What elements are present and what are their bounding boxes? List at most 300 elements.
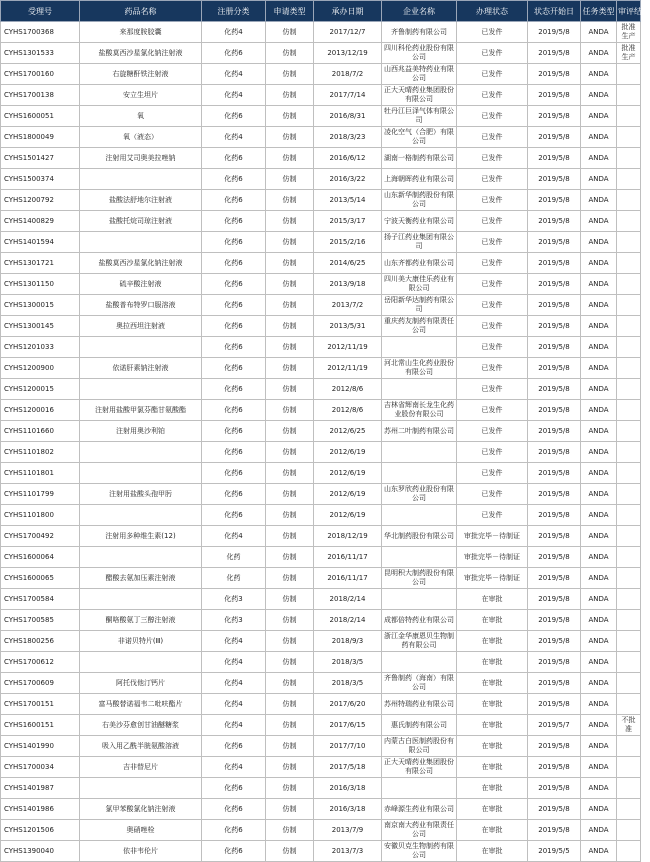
table-cell: 仿制 (266, 715, 314, 736)
table-cell: 化药6 (202, 253, 266, 274)
table-cell (617, 64, 641, 85)
table-cell: ANDA (581, 736, 617, 757)
table-row (1, 778, 641, 799)
table-cell: CYHS1101800 (1, 505, 80, 526)
table-cell: 在审批 (457, 589, 528, 610)
table-cell: ANDA (581, 400, 617, 421)
table-cell: 2019/5/8 (528, 778, 581, 799)
table-cell (617, 421, 641, 442)
table-cell (617, 652, 641, 673)
table-cell: 仿制 (266, 841, 314, 862)
table-cell: 2019/5/8 (528, 43, 581, 64)
table-cell: 2013/9/18 (314, 274, 382, 295)
table-cell: 2016/3/18 (314, 778, 382, 799)
table-cell: 2018/3/5 (314, 673, 382, 694)
table-cell: CYHS1101802 (1, 442, 80, 463)
table-cell: 2019/5/8 (528, 610, 581, 631)
table-cell: 仿制 (266, 379, 314, 400)
table-cell: CYHS1401594 (1, 232, 80, 253)
table-cell: 氧（液态） (80, 127, 202, 148)
table-cell: ANDA (581, 463, 617, 484)
table-cell: 化药 (202, 568, 266, 589)
table-cell: CYHS1101801 (1, 463, 80, 484)
table-row (1, 337, 641, 358)
table-cell: CYHS1200016 (1, 400, 80, 421)
table-cell: 注射用盐酸甲氯芬酯甘氨酸酯 (80, 400, 202, 421)
table-cell: ANDA (581, 316, 617, 337)
table-cell (617, 169, 641, 190)
table-cell: 非诺贝特片(Ⅲ) (80, 631, 202, 652)
table-cell: 2019/5/8 (528, 22, 581, 43)
table-cell: 2013/12/19 (314, 43, 382, 64)
table-cell: 扬子江药业集团有限公司 (382, 232, 457, 253)
table-cell: 正大天晴药业集团股份有限公司 (382, 85, 457, 106)
table-cell: 2016/3/22 (314, 169, 382, 190)
table-cell: CYHS1700612 (1, 652, 80, 673)
table-cell: 化药6 (202, 505, 266, 526)
table-cell: 2019/5/8 (528, 64, 581, 85)
table-cell: 富马酸替诺福韦二吡呋酯片 (80, 694, 202, 715)
table-cell: 重庆药友制药有限责任公司 (382, 316, 457, 337)
table-cell: 化药6 (202, 736, 266, 757)
table-cell: 在审批 (457, 799, 528, 820)
table-cell: 2013/7/9 (314, 820, 382, 841)
table-cell (617, 295, 641, 316)
table-cell: 化药6 (202, 841, 266, 862)
table-cell: ANDA (581, 652, 617, 673)
table-cell: 2012/6/19 (314, 484, 382, 505)
table-cell: CYHS1700160 (1, 64, 80, 85)
table-cell: 在审批 (457, 736, 528, 757)
table-cell: 化药3 (202, 610, 266, 631)
table-row (1, 295, 641, 316)
table-cell: 已发件 (457, 43, 528, 64)
table-cell (617, 694, 641, 715)
table-cell: 仿制 (266, 232, 314, 253)
table-cell: 已发件 (457, 337, 528, 358)
table-cell: 化药6 (202, 43, 266, 64)
table-cell: 已发件 (457, 106, 528, 127)
table-cell: 化药4 (202, 526, 266, 547)
table-cell: CYHS1200792 (1, 190, 80, 211)
table-cell: 2019/5/8 (528, 568, 581, 589)
table-cell: 化药6 (202, 820, 266, 841)
table-cell: 2017/7/10 (314, 736, 382, 757)
table-cell: 仿制 (266, 22, 314, 43)
table-cell: 2012/8/6 (314, 379, 382, 400)
table-cell: 内蒙古白医制药股份有限公司 (382, 736, 457, 757)
table-cell: 2015/3/17 (314, 211, 382, 232)
table-cell: 2019/5/8 (528, 463, 581, 484)
table-cell (80, 232, 202, 253)
table-cell: 盐酸莫西沙星氯化钠注射液 (80, 253, 202, 274)
table-cell: ANDA (581, 43, 617, 64)
table-cell: CYHS1700492 (1, 526, 80, 547)
table-cell: 已发件 (457, 64, 528, 85)
table-cell: 2019/5/8 (528, 295, 581, 316)
table-cell (80, 379, 202, 400)
table-cell: CYHS1200015 (1, 379, 80, 400)
table-cell: 2012/6/19 (314, 442, 382, 463)
table-cell: 化药4 (202, 694, 266, 715)
table-cell: 成都倍特药业有限公司 (382, 610, 457, 631)
table-cell: 牡丹江巨泽气体有限公司 (382, 106, 457, 127)
table-cell (617, 211, 641, 232)
table-cell: 化药6 (202, 190, 266, 211)
table-cell: 2017/5/18 (314, 757, 382, 778)
table-cell: 2018/7/2 (314, 64, 382, 85)
table-cell: 化药 (202, 547, 266, 568)
table-cell: 2019/5/8 (528, 820, 581, 841)
table-cell: CYHS1101660 (1, 421, 80, 442)
table-cell (617, 232, 641, 253)
table-cell: 2013/5/31 (314, 316, 382, 337)
table-cell: ANDA (581, 274, 617, 295)
table-row (1, 694, 641, 715)
table-cell: CYHS1600151 (1, 715, 80, 736)
table-cell: 南京南大药业有限责任公司 (382, 820, 457, 841)
table-cell: CYHS1700034 (1, 757, 80, 778)
table-row (1, 715, 641, 736)
table-cell: CYHS1101799 (1, 484, 80, 505)
table-cell (617, 316, 641, 337)
table-cell: 仿制 (266, 442, 314, 463)
table-cell: 仿制 (266, 484, 314, 505)
table-cell: 2013/5/14 (314, 190, 382, 211)
table-cell: 化药4 (202, 757, 266, 778)
column-header: 状态开始日 (528, 1, 581, 22)
table-cell: 化药6 (202, 400, 266, 421)
table-cell: 注射用奥沙利铂 (80, 421, 202, 442)
table-cell: 仿制 (266, 505, 314, 526)
table-cell: ANDA (581, 148, 617, 169)
table-row (1, 841, 641, 862)
table-row (1, 232, 641, 253)
table-cell: 2019/5/8 (528, 337, 581, 358)
table-cell (617, 589, 641, 610)
table-cell: 仿制 (266, 547, 314, 568)
table-cell: ANDA (581, 64, 617, 85)
table-cell: 仿制 (266, 463, 314, 484)
table-cell: 2019/5/8 (528, 85, 581, 106)
table-cell (80, 547, 202, 568)
table-cell: 化药4 (202, 64, 266, 85)
table-cell: 2018/3/5 (314, 652, 382, 673)
table-cell: 2019/5/8 (528, 547, 581, 568)
table-row (1, 463, 641, 484)
table-cell: 赤峰源生药业有限公司 (382, 799, 457, 820)
table-cell: 2016/3/18 (314, 799, 382, 820)
table-cell: 2018/2/14 (314, 589, 382, 610)
table-cell: ANDA (581, 505, 617, 526)
table-cell: CYHS1700151 (1, 694, 80, 715)
table-cell: 昆明积大制药股份有限公司 (382, 568, 457, 589)
table-cell: 化药6 (202, 106, 266, 127)
table-cell: 2018/2/14 (314, 610, 382, 631)
table-cell: ANDA (581, 526, 617, 547)
table-cell: CYHS1201506 (1, 820, 80, 841)
column-header: 审评结论 (617, 1, 641, 22)
table-cell: 仿制 (266, 211, 314, 232)
table-cell (80, 652, 202, 673)
table-cell: CYHS1501427 (1, 148, 80, 169)
table-cell: ANDA (581, 715, 617, 736)
column-header: 企业名称 (382, 1, 457, 22)
table-cell (382, 463, 457, 484)
table-cell: 在审批 (457, 841, 528, 862)
table-cell: 华北制药股份有限公司 (382, 526, 457, 547)
table-cell: ANDA (581, 610, 617, 631)
header-row (1, 1, 641, 22)
table-cell: 仿制 (266, 106, 314, 127)
table-row (1, 316, 641, 337)
table-cell: 在审批 (457, 694, 528, 715)
table-cell: 化药6 (202, 169, 266, 190)
table-cell: 苏州二叶制药有限公司 (382, 421, 457, 442)
table-cell: 已发件 (457, 169, 528, 190)
table-cell: 2013/7/2 (314, 295, 382, 316)
table-cell: ANDA (581, 631, 617, 652)
table-cell: 在审批 (457, 610, 528, 631)
table-cell: 注射用盐酸头孢甲肟 (80, 484, 202, 505)
table-row (1, 799, 641, 820)
table-cell: 吸入用乙酰半胱氨酸溶液 (80, 736, 202, 757)
table-cell: 2019/5/5 (528, 841, 581, 862)
table-cell: 仿制 (266, 169, 314, 190)
table-cell: 已发件 (457, 295, 528, 316)
table-cell: ANDA (581, 127, 617, 148)
table-cell: 化药4 (202, 22, 266, 43)
table-cell: 在审批 (457, 715, 528, 736)
table-cell: 已发件 (457, 358, 528, 379)
table-cell (80, 778, 202, 799)
table-cell: 依非韦伦片 (80, 841, 202, 862)
table-cell: 2016/6/12 (314, 148, 382, 169)
table-cell (617, 148, 641, 169)
table-cell: CYHS1700138 (1, 85, 80, 106)
table-cell: CYHS1600065 (1, 568, 80, 589)
table-cell (80, 169, 202, 190)
table-row (1, 505, 641, 526)
table-cell (80, 505, 202, 526)
table-cell: ANDA (581, 253, 617, 274)
table-cell: 在审批 (457, 673, 528, 694)
table-cell: 已发件 (457, 379, 528, 400)
table-cell (382, 505, 457, 526)
table-cell: ANDA (581, 337, 617, 358)
table-cell: ANDA (581, 694, 617, 715)
table-cell: 2017/6/20 (314, 694, 382, 715)
table-cell: 化药6 (202, 148, 266, 169)
table-cell: 批准生产 (617, 22, 641, 43)
table-cell: ANDA (581, 295, 617, 316)
table-cell: 化药6 (202, 232, 266, 253)
table-cell: 惠氏制药有限公司 (382, 715, 457, 736)
table-cell: 山西兆益美特药业有限公司 (382, 64, 457, 85)
table-row (1, 253, 641, 274)
table-cell (617, 673, 641, 694)
table-cell: 岳阳新华达制药有限公司 (382, 295, 457, 316)
table-cell: 化药4 (202, 715, 266, 736)
table-cell: ANDA (581, 211, 617, 232)
table-cell: 正大天晴药业集团股份有限公司 (382, 757, 457, 778)
table-cell: 盐酸托烷司琼注射液 (80, 211, 202, 232)
table-cell: 右美沙芬愈创甘油醚糖浆 (80, 715, 202, 736)
table-cell: 仿制 (266, 673, 314, 694)
table-cell: 已发件 (457, 463, 528, 484)
table-cell: 山东新华制药股份有限公司 (382, 190, 457, 211)
table-cell: 仿制 (266, 253, 314, 274)
table-cell: 已发件 (457, 484, 528, 505)
table-cell: 仿制 (266, 337, 314, 358)
table-cell (617, 337, 641, 358)
table-cell: 化药3 (202, 589, 266, 610)
table-cell: 2019/5/8 (528, 652, 581, 673)
table-cell: CYHS1401987 (1, 778, 80, 799)
table-cell: 化药6 (202, 379, 266, 400)
table-cell: 仿制 (266, 316, 314, 337)
table-cell (80, 337, 202, 358)
table-cell: ANDA (581, 169, 617, 190)
table-cell: 仿制 (266, 295, 314, 316)
column-header: 注册分类 (202, 1, 266, 22)
table-cell: 已发件 (457, 442, 528, 463)
table-cell: 在审批 (457, 778, 528, 799)
table-cell: 依诺肝素钠注射液 (80, 358, 202, 379)
table-row (1, 673, 641, 694)
table-cell: CYHS1200900 (1, 358, 80, 379)
table-cell: 浙江金华康恩贝生物制药有限公司 (382, 631, 457, 652)
table-cell: 2018/12/19 (314, 526, 382, 547)
table-cell: 已发件 (457, 232, 528, 253)
table-cell (617, 358, 641, 379)
table-cell: 奥拉西坦注射液 (80, 316, 202, 337)
table-cell: 上海朝晖药业有限公司 (382, 169, 457, 190)
table-cell: 已发件 (457, 421, 528, 442)
table-cell (617, 820, 641, 841)
table-cell: ANDA (581, 484, 617, 505)
table-cell (617, 127, 641, 148)
table-cell (617, 253, 641, 274)
table-cell: 2019/5/8 (528, 127, 581, 148)
table-cell: 四川科伦药业股份有限公司 (382, 43, 457, 64)
table-cell: 仿制 (266, 631, 314, 652)
table-cell: CYHS1300145 (1, 316, 80, 337)
table-cell: ANDA (581, 547, 617, 568)
table-cell: CYHS1301150 (1, 274, 80, 295)
table-cell: 齐鲁制药有限公司 (382, 22, 457, 43)
table-cell: 2016/11/17 (314, 568, 382, 589)
table-cell: 仿制 (266, 358, 314, 379)
table-cell: 2019/5/8 (528, 169, 581, 190)
table-cell: 化药6 (202, 358, 266, 379)
table-cell: 阿托伐他汀钙片 (80, 673, 202, 694)
table-cell (617, 274, 641, 295)
table-cell: 仿制 (266, 652, 314, 673)
table-cell: 仿制 (266, 274, 314, 295)
table-cell: 硫辛酸注射液 (80, 274, 202, 295)
table-cell: ANDA (581, 106, 617, 127)
table-cell: 审批完毕－待制证 (457, 526, 528, 547)
table-cell: ANDA (581, 589, 617, 610)
table-cell: 齐鲁制药（海南）有限公司 (382, 673, 457, 694)
table-cell: 仿制 (266, 400, 314, 421)
table-cell: 2019/5/8 (528, 148, 581, 169)
table-cell: 在审批 (457, 757, 528, 778)
table-cell: 化药6 (202, 274, 266, 295)
table-cell: 2019/5/8 (528, 673, 581, 694)
table-row (1, 148, 641, 169)
table-cell: 化药6 (202, 316, 266, 337)
table-cell: 2019/5/8 (528, 190, 581, 211)
table-cell: 2019/5/8 (528, 211, 581, 232)
table-cell (80, 463, 202, 484)
table-cell: 仿制 (266, 820, 314, 841)
table-cell (617, 400, 641, 421)
table-cell: 2014/6/25 (314, 253, 382, 274)
table-cell: CYHS1301533 (1, 43, 80, 64)
table-cell: 化药6 (202, 421, 266, 442)
table-cell: 苏州特瑞药业有限公司 (382, 694, 457, 715)
table-row (1, 589, 641, 610)
table-cell: ANDA (581, 421, 617, 442)
table-row (1, 820, 641, 841)
table-cell: CYHS1500374 (1, 169, 80, 190)
table-cell: CYHS1800049 (1, 127, 80, 148)
table-cell (617, 379, 641, 400)
table-cell: 2019/5/8 (528, 106, 581, 127)
table-cell: CYHS1800256 (1, 631, 80, 652)
table-cell: 2018/9/3 (314, 631, 382, 652)
table-cell: 在审批 (457, 631, 528, 652)
table-cell: CYHS1401990 (1, 736, 80, 757)
table-cell: 仿制 (266, 190, 314, 211)
table-cell: 2019/5/8 (528, 274, 581, 295)
column-header: 申请类型 (266, 1, 314, 22)
table-cell: 化药6 (202, 484, 266, 505)
table-row (1, 442, 641, 463)
table-cell: 酮咯酸氨丁三醇注射液 (80, 610, 202, 631)
table-row (1, 274, 641, 295)
table-cell: 审批完毕－待制证 (457, 568, 528, 589)
table-cell: 化药6 (202, 295, 266, 316)
table-row (1, 211, 641, 232)
table-cell: CYHS1600064 (1, 547, 80, 568)
table-cell: 已发件 (457, 316, 528, 337)
table-row (1, 400, 641, 421)
table-cell: 凌化空气（合肥）有限公司 (382, 127, 457, 148)
table-cell: 醋酸去氨加压素注射液 (80, 568, 202, 589)
table-cell (617, 463, 641, 484)
table-cell: 盐酸法舒地尔注射液 (80, 190, 202, 211)
table-cell: CYHS1300015 (1, 295, 80, 316)
table-cell: CYHS1401986 (1, 799, 80, 820)
table-cell: 山东罗欣药业股份有限公司 (382, 484, 457, 505)
table-cell: 2012/6/19 (314, 463, 382, 484)
column-header: 受理号 (1, 1, 80, 22)
table-cell: ANDA (581, 778, 617, 799)
table-cell (382, 442, 457, 463)
table-cell: 2012/6/25 (314, 421, 382, 442)
table-row (1, 169, 641, 190)
table-cell: 仿制 (266, 127, 314, 148)
table-cell: 化药6 (202, 337, 266, 358)
table-cell: CYHS1700609 (1, 673, 80, 694)
table-cell: 盐酸普布特罗口服溶液 (80, 295, 202, 316)
table-cell: 2019/5/8 (528, 253, 581, 274)
table-cell: ANDA (581, 820, 617, 841)
table-cell (617, 484, 641, 505)
